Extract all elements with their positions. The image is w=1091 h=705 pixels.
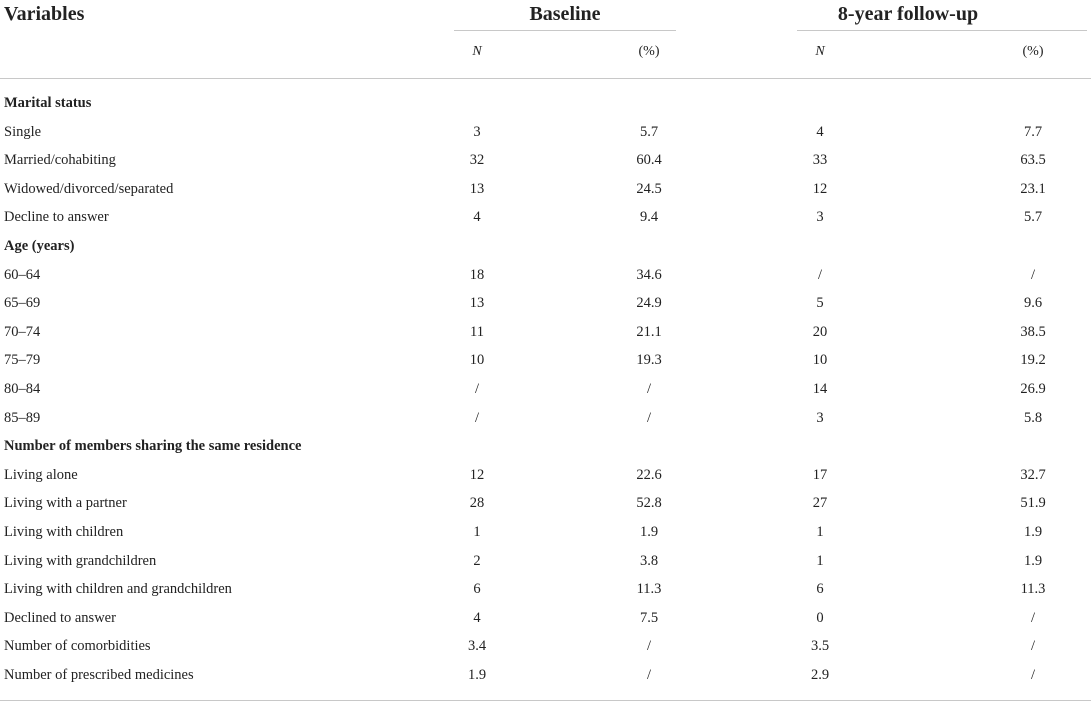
cell-followup-pct-value: 32.7 <box>1020 467 1046 483</box>
cell-baseline-n-value: 4 <box>473 209 481 225</box>
cell-followup-n-value: 6 <box>816 581 824 597</box>
cell-followup-n-value: 3 <box>816 410 824 426</box>
row-label: 70–74 <box>4 324 41 340</box>
cell-followup-pct-value: / <box>1030 610 1036 626</box>
cell-followup-pct-value: 23.1 <box>1020 181 1046 197</box>
cell-followup-n-value: 1 <box>816 524 824 540</box>
cell-followup-n-value: 12 <box>812 181 828 197</box>
header-baseline-text: Baseline <box>529 3 601 25</box>
cell-followup-n-value: 20 <box>812 324 828 340</box>
cell-baseline-n-value: 2 <box>473 553 481 569</box>
cell-baseline-n-value: 32 <box>469 152 485 168</box>
row-label: Married/cohabiting <box>4 152 116 168</box>
row-label: Living with children <box>4 524 124 540</box>
cell-baseline-pct-value: 19.3 <box>636 352 662 368</box>
section-heading: Marital status <box>4 95 92 111</box>
cell-followup-n-value: 14 <box>812 381 828 397</box>
row-label: 80–84 <box>4 381 41 397</box>
cell-baseline-n-value: 10 <box>469 352 485 368</box>
row-label: Living alone <box>4 467 78 483</box>
cell-baseline-pct-value: 11.3 <box>636 581 662 597</box>
cell-baseline-n-value: 1.9 <box>467 667 487 683</box>
cell-followup-n-value: 27 <box>812 495 828 511</box>
cell-followup-pct-value: 19.2 <box>1020 352 1046 368</box>
cell-followup-pct-value: 63.5 <box>1020 152 1046 168</box>
cell-followup-pct-value: 5.8 <box>1023 410 1043 426</box>
section-heading: Age (years) <box>4 238 75 254</box>
baseline-underline <box>454 30 676 31</box>
cell-baseline-n-value: 3.4 <box>467 638 487 654</box>
cell-baseline-pct-value: 7.5 <box>639 610 659 626</box>
cell-baseline-pct-value: 1.9 <box>639 524 659 540</box>
cell-followup-n-value: 3 <box>816 209 824 225</box>
subheader-followup-n-text: N <box>815 44 825 59</box>
cell-followup-n-value: 5 <box>816 295 824 311</box>
cell-followup-n-value: 17 <box>812 467 828 483</box>
row-label: Living with children and grandchildren <box>4 581 232 597</box>
cell-baseline-n-value: / <box>474 381 480 397</box>
cell-baseline-pct-value: 9.4 <box>639 209 659 225</box>
header-followup-text: 8-year follow-up <box>837 3 979 25</box>
row-label: Living with a partner <box>4 495 127 511</box>
cell-followup-pct-value: 5.7 <box>1023 209 1043 225</box>
subheader-followup-pct-text: (%) <box>1022 44 1044 59</box>
followup-underline <box>797 30 1087 31</box>
cell-baseline-pct-value: 3.8 <box>639 553 659 569</box>
cell-baseline-pct-value: 52.8 <box>636 495 662 511</box>
cell-followup-n-value: 33 <box>812 152 828 168</box>
row-label: Number of comorbidities <box>4 638 151 654</box>
cell-followup-pct-value: 9.6 <box>1023 295 1043 311</box>
cell-followup-pct-value: 7.7 <box>1023 124 1043 140</box>
row-label: Number of prescribed medicines <box>4 667 194 683</box>
subheader-baseline-pct-text: (%) <box>638 44 660 59</box>
cell-baseline-n-value: 11 <box>470 324 484 340</box>
cell-baseline-n-value: 18 <box>469 267 485 283</box>
cell-followup-n-value: 1 <box>816 553 824 569</box>
cell-followup-pct-value: 11.3 <box>1020 581 1046 597</box>
cell-baseline-pct-value: / <box>646 410 652 426</box>
row-label: Living with grandchildren <box>4 553 157 569</box>
cell-followup-n-value: 10 <box>812 352 828 368</box>
cell-baseline-pct-value: / <box>646 381 652 397</box>
header-variables: Variables <box>4 3 85 25</box>
cell-followup-n-value: 2.9 <box>810 667 830 683</box>
cell-baseline-pct-value: 24.5 <box>636 181 662 197</box>
cell-baseline-pct-value: 60.4 <box>636 152 662 168</box>
row-label: Declined to answer <box>4 610 116 626</box>
cell-baseline-n-value: 12 <box>469 467 485 483</box>
cell-baseline-pct-value: 5.7 <box>639 124 659 140</box>
cell-baseline-pct-value: 24.9 <box>636 295 662 311</box>
cell-baseline-n-value: 1 <box>473 524 481 540</box>
row-label: Single <box>4 124 42 140</box>
cell-followup-pct-value: / <box>1030 638 1036 654</box>
cell-baseline-n-value: 28 <box>469 495 485 511</box>
cell-baseline-n-value: 13 <box>469 181 485 197</box>
cell-followup-pct-value: 26.9 <box>1020 381 1046 397</box>
row-label: 60–64 <box>4 267 41 283</box>
cell-baseline-n-value: 3 <box>473 124 481 140</box>
cell-baseline-pct-value: 34.6 <box>636 267 662 283</box>
cell-baseline-pct-value: 22.6 <box>636 467 662 483</box>
cell-followup-n-value: 3.5 <box>810 638 830 654</box>
cell-baseline-n-value: / <box>474 410 480 426</box>
section-heading: Number of members sharing the same residence <box>4 438 302 454</box>
cell-followup-pct-value: 1.9 <box>1023 553 1043 569</box>
table-bottom-rule <box>0 700 1091 701</box>
row-label: Widowed/divorced/separated <box>4 181 174 197</box>
cell-baseline-n-value: 13 <box>469 295 485 311</box>
cell-baseline-pct-value: / <box>646 638 652 654</box>
cell-baseline-pct-value: 21.1 <box>636 324 662 340</box>
cell-baseline-pct-value: / <box>646 667 652 683</box>
cell-baseline-n-value: 4 <box>473 610 481 626</box>
cell-followup-pct-value: 38.5 <box>1020 324 1046 340</box>
cell-followup-n-value: 0 <box>816 610 824 626</box>
row-label: 65–69 <box>4 295 41 311</box>
cell-followup-pct-value: 1.9 <box>1023 524 1043 540</box>
subheader-baseline-n-text: N <box>472 44 482 59</box>
cell-followup-pct-value: 51.9 <box>1020 495 1046 511</box>
cell-followup-n-value: 4 <box>816 124 824 140</box>
cell-followup-pct-value: / <box>1030 267 1036 283</box>
row-label: 85–89 <box>4 410 41 426</box>
cell-followup-pct-value: / <box>1030 667 1036 683</box>
row-label: Decline to answer <box>4 209 109 225</box>
header-divider <box>0 78 1091 79</box>
cell-followup-n-value: / <box>817 267 823 283</box>
row-label: 75–79 <box>4 352 41 368</box>
cell-baseline-n-value: 6 <box>473 581 481 597</box>
